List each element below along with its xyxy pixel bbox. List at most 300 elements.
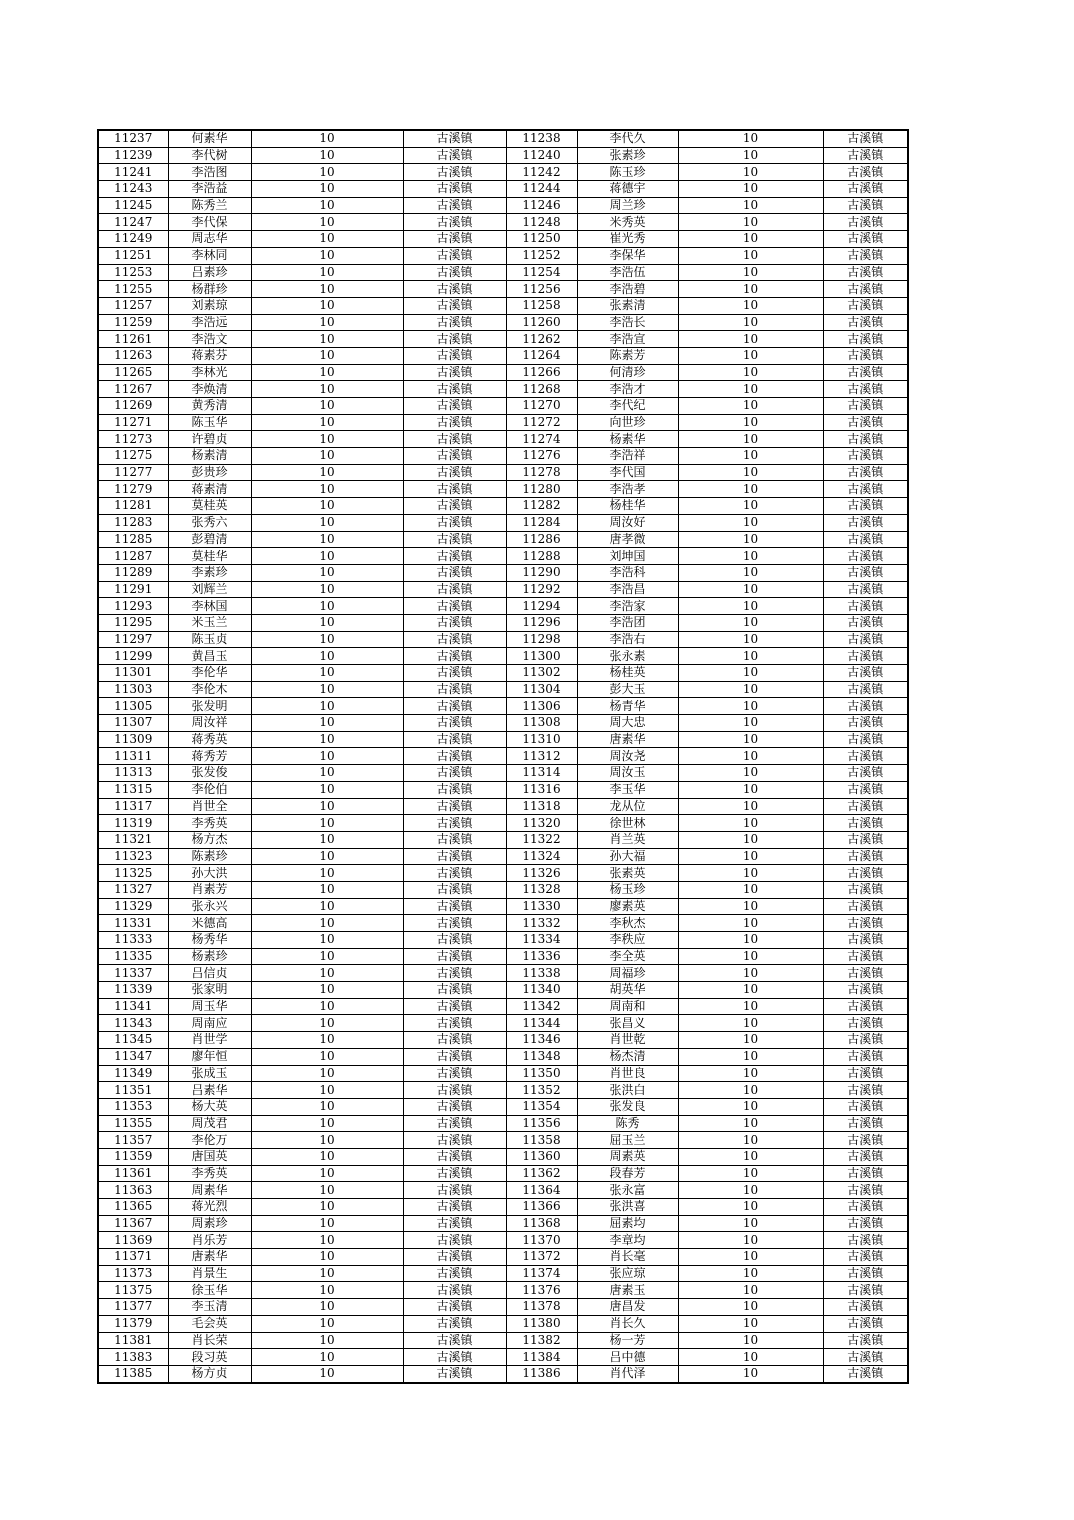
amount-cell: 10 (251, 147, 403, 164)
record-id-cell: 11350 (506, 1065, 577, 1082)
name-cell: 段习英 (168, 1349, 251, 1366)
name-cell: 肖长荣 (168, 1332, 251, 1349)
name-cell: 周素华 (168, 1182, 251, 1199)
amount-cell: 10 (251, 1182, 403, 1199)
table-row (98, 1082, 908, 1099)
town-cell: 古溪镇 (823, 531, 908, 548)
amount-cell: 10 (251, 247, 403, 264)
record-id-cell: 11287 (98, 548, 168, 565)
town-cell: 古溪镇 (403, 1215, 506, 1232)
amount-cell: 10 (678, 581, 823, 598)
town-cell: 古溪镇 (403, 1265, 506, 1282)
amount-cell: 10 (678, 314, 823, 331)
name-cell: 唐昌发 (577, 1299, 678, 1316)
record-id-cell: 11303 (98, 681, 168, 698)
name-cell: 肖代泽 (577, 1365, 678, 1382)
town-cell: 古溪镇 (403, 1132, 506, 1149)
name-cell: 杨大英 (168, 1098, 251, 1115)
amount-cell: 10 (251, 631, 403, 648)
town-cell: 古溪镇 (403, 1098, 506, 1115)
name-cell: 徐玉华 (168, 1282, 251, 1299)
amount-cell: 10 (678, 748, 823, 765)
record-id-cell: 11380 (506, 1315, 577, 1332)
name-cell: 蒋秀英 (168, 731, 251, 748)
amount-cell: 10 (251, 581, 403, 598)
town-cell: 古溪镇 (403, 1232, 506, 1249)
town-cell: 古溪镇 (823, 1232, 908, 1249)
amount-cell: 10 (251, 364, 403, 381)
name-cell: 周志华 (168, 231, 251, 248)
name-cell: 段春芳 (577, 1165, 678, 1182)
record-id-cell: 11381 (98, 1332, 168, 1349)
record-id-cell: 11305 (98, 698, 168, 715)
record-id-cell: 11338 (506, 965, 577, 982)
amount-cell: 10 (251, 1199, 403, 1216)
name-cell: 屈素均 (577, 1215, 678, 1232)
record-id-cell: 11292 (506, 581, 577, 598)
record-id-cell: 11360 (506, 1148, 577, 1165)
amount-cell: 10 (678, 1249, 823, 1266)
record-id-cell: 11269 (98, 398, 168, 415)
town-cell: 古溪镇 (403, 848, 506, 865)
town-cell: 古溪镇 (823, 498, 908, 515)
town-cell: 古溪镇 (403, 932, 506, 949)
amount-cell: 10 (251, 1082, 403, 1099)
name-cell: 李秋杰 (577, 915, 678, 932)
record-id-cell: 11324 (506, 848, 577, 865)
name-cell: 彭贵珍 (168, 464, 251, 481)
town-cell: 古溪镇 (823, 898, 908, 915)
record-id-cell: 11254 (506, 264, 577, 281)
amount-cell: 10 (678, 181, 823, 198)
town-cell: 古溪镇 (403, 297, 506, 314)
town-cell: 古溪镇 (403, 264, 506, 281)
town-cell: 古溪镇 (403, 982, 506, 999)
record-id-cell: 11314 (506, 765, 577, 782)
name-cell: 李代树 (168, 147, 251, 164)
record-id-cell: 11291 (98, 581, 168, 598)
table-row (98, 1299, 908, 1316)
record-id-cell: 11289 (98, 564, 168, 581)
name-cell: 杨杰清 (577, 1048, 678, 1065)
name-cell: 周茂君 (168, 1115, 251, 1132)
town-cell: 古溪镇 (823, 548, 908, 565)
table-row (98, 1182, 908, 1199)
name-cell: 杨方贞 (168, 1365, 251, 1382)
amount-cell: 10 (251, 398, 403, 415)
amount-cell: 10 (678, 247, 823, 264)
amount-cell: 10 (251, 297, 403, 314)
name-cell: 李代国 (577, 464, 678, 481)
town-cell: 古溪镇 (403, 464, 506, 481)
record-id-cell: 11310 (506, 731, 577, 748)
table-row (98, 481, 908, 498)
town-cell: 古溪镇 (403, 331, 506, 348)
amount-cell: 10 (251, 865, 403, 882)
amount-cell: 10 (678, 815, 823, 832)
name-cell: 唐素玉 (577, 1282, 678, 1299)
name-cell: 张素清 (577, 297, 678, 314)
amount-cell: 10 (678, 1299, 823, 1316)
town-cell: 古溪镇 (823, 564, 908, 581)
town-cell: 古溪镇 (403, 531, 506, 548)
amount-cell: 10 (678, 264, 823, 281)
record-id-cell: 11311 (98, 748, 168, 765)
name-cell: 吕素华 (168, 1082, 251, 1099)
name-cell: 杨桂华 (577, 498, 678, 515)
town-cell: 古溪镇 (403, 181, 506, 198)
amount-cell: 10 (678, 231, 823, 248)
town-cell: 古溪镇 (403, 631, 506, 648)
record-id-cell: 11332 (506, 915, 577, 932)
table-row (98, 765, 908, 782)
town-cell: 古溪镇 (403, 398, 506, 415)
table-row (98, 798, 908, 815)
amount-cell: 10 (678, 498, 823, 515)
record-id-cell: 11243 (98, 181, 168, 198)
amount-cell: 10 (678, 1349, 823, 1366)
town-cell: 古溪镇 (823, 1065, 908, 1082)
name-cell: 李浩祥 (577, 448, 678, 465)
amount-cell: 10 (678, 1015, 823, 1032)
amount-cell: 10 (678, 364, 823, 381)
amount-cell: 10 (251, 815, 403, 832)
table-row (98, 514, 908, 531)
town-cell: 古溪镇 (403, 147, 506, 164)
table-row (98, 831, 908, 848)
record-id-cell: 11247 (98, 214, 168, 231)
record-id-cell: 11282 (506, 498, 577, 515)
amount-cell: 10 (251, 765, 403, 782)
name-cell: 廖素英 (577, 898, 678, 915)
record-id-cell: 11257 (98, 297, 168, 314)
town-cell: 古溪镇 (823, 431, 908, 448)
town-cell: 古溪镇 (823, 648, 908, 665)
table-row (98, 147, 908, 164)
table-row (98, 130, 908, 147)
town-cell: 古溪镇 (823, 1315, 908, 1332)
record-id-cell: 11294 (506, 598, 577, 615)
table-row (98, 665, 908, 682)
record-id-cell: 11347 (98, 1048, 168, 1065)
town-cell: 古溪镇 (823, 1282, 908, 1299)
town-cell: 古溪镇 (823, 1098, 908, 1115)
town-cell: 古溪镇 (823, 364, 908, 381)
table-row (98, 1315, 908, 1332)
amount-cell: 10 (251, 1015, 403, 1032)
table-row (98, 1048, 908, 1065)
record-id-cell: 11286 (506, 531, 577, 548)
amount-cell: 10 (251, 164, 403, 181)
record-id-cell: 11317 (98, 798, 168, 815)
amount-cell: 10 (251, 948, 403, 965)
name-cell: 周汝玉 (577, 765, 678, 782)
amount-cell: 10 (251, 1249, 403, 1266)
name-cell: 李浩孝 (577, 481, 678, 498)
amount-cell: 10 (678, 481, 823, 498)
name-cell: 彭大玉 (577, 681, 678, 698)
record-id-cell: 11361 (98, 1165, 168, 1182)
town-cell: 古溪镇 (403, 281, 506, 298)
record-id-cell: 11372 (506, 1249, 577, 1266)
name-cell: 李浩文 (168, 331, 251, 348)
town-cell: 古溪镇 (403, 948, 506, 965)
record-id-cell: 11336 (506, 948, 577, 965)
amount-cell: 10 (678, 831, 823, 848)
table-row (98, 531, 908, 548)
name-cell: 吕中德 (577, 1349, 678, 1366)
amount-cell: 10 (678, 765, 823, 782)
name-cell: 肖乐芳 (168, 1232, 251, 1249)
town-cell: 古溪镇 (823, 881, 908, 898)
table-row (98, 698, 908, 715)
amount-cell: 10 (678, 614, 823, 631)
name-cell: 刘坤国 (577, 548, 678, 565)
town-cell: 古溪镇 (823, 1148, 908, 1165)
name-cell: 周兰珍 (577, 197, 678, 214)
amount-cell: 10 (678, 781, 823, 798)
name-cell: 许碧贞 (168, 431, 251, 448)
record-id-cell: 11262 (506, 331, 577, 348)
name-cell: 李浩碧 (577, 281, 678, 298)
amount-cell: 10 (678, 548, 823, 565)
table-row (98, 197, 908, 214)
town-cell: 古溪镇 (403, 481, 506, 498)
record-id-cell: 11334 (506, 932, 577, 949)
town-cell: 古溪镇 (403, 498, 506, 515)
table-row (98, 281, 908, 298)
amount-cell: 10 (251, 681, 403, 698)
record-id-cell: 11330 (506, 898, 577, 915)
record-id-cell: 11386 (506, 1365, 577, 1382)
table-row (98, 1265, 908, 1282)
record-id-cell: 11252 (506, 247, 577, 264)
name-cell: 周汝好 (577, 514, 678, 531)
town-cell: 古溪镇 (823, 848, 908, 865)
town-cell: 古溪镇 (403, 1065, 506, 1082)
table-row (98, 297, 908, 314)
town-cell: 古溪镇 (823, 297, 908, 314)
record-id-cell: 11316 (506, 781, 577, 798)
amount-cell: 10 (251, 1165, 403, 1182)
record-id-cell: 11383 (98, 1349, 168, 1366)
town-cell: 古溪镇 (823, 398, 908, 415)
name-cell: 李秩应 (577, 932, 678, 949)
amount-cell: 10 (251, 314, 403, 331)
name-cell: 崔光秀 (577, 231, 678, 248)
table-row (98, 898, 908, 915)
town-cell: 古溪镇 (823, 1249, 908, 1266)
town-cell: 古溪镇 (823, 231, 908, 248)
name-cell: 张成玉 (168, 1065, 251, 1082)
amount-cell: 10 (251, 331, 403, 348)
name-cell: 周素英 (577, 1148, 678, 1165)
record-id-cell: 11384 (506, 1349, 577, 1366)
town-cell: 古溪镇 (403, 1082, 506, 1099)
town-cell: 古溪镇 (823, 831, 908, 848)
town-cell: 古溪镇 (403, 1182, 506, 1199)
record-id-cell: 11358 (506, 1132, 577, 1149)
amount-cell: 10 (251, 1048, 403, 1065)
name-cell: 毛会英 (168, 1315, 251, 1332)
name-cell: 李代纪 (577, 398, 678, 415)
amount-cell: 10 (251, 698, 403, 715)
town-cell: 古溪镇 (823, 1048, 908, 1065)
table-row (98, 648, 908, 665)
record-id-cell: 11284 (506, 514, 577, 531)
record-id-cell: 11278 (506, 464, 577, 481)
town-cell: 古溪镇 (403, 715, 506, 732)
record-id-cell: 11267 (98, 381, 168, 398)
name-cell: 张发良 (577, 1098, 678, 1115)
name-cell: 张永素 (577, 648, 678, 665)
record-id-cell: 11248 (506, 214, 577, 231)
record-id-cell: 11299 (98, 648, 168, 665)
town-cell: 古溪镇 (823, 865, 908, 882)
name-cell: 李代保 (168, 214, 251, 231)
record-id-cell: 11268 (506, 381, 577, 398)
amount-cell: 10 (251, 381, 403, 398)
record-id-cell: 11272 (506, 414, 577, 431)
amount-cell: 10 (678, 398, 823, 415)
record-id-cell: 11365 (98, 1199, 168, 1216)
town-cell: 古溪镇 (823, 798, 908, 815)
town-cell: 古溪镇 (403, 381, 506, 398)
town-cell: 古溪镇 (823, 1215, 908, 1232)
record-id-cell: 11325 (98, 865, 168, 882)
table-row (98, 965, 908, 982)
name-cell: 杨素珍 (168, 948, 251, 965)
amount-cell: 10 (251, 481, 403, 498)
town-cell: 古溪镇 (823, 765, 908, 782)
name-cell: 杨素清 (168, 448, 251, 465)
name-cell: 周大忠 (577, 715, 678, 732)
name-cell: 陈玉贞 (168, 631, 251, 648)
town-cell: 古溪镇 (823, 715, 908, 732)
name-cell: 陈玉华 (168, 414, 251, 431)
record-id-cell: 11274 (506, 431, 577, 448)
town-cell: 古溪镇 (823, 1365, 908, 1382)
name-cell: 肖景生 (168, 1265, 251, 1282)
name-cell: 李伦华 (168, 665, 251, 682)
record-id-cell: 11343 (98, 1015, 168, 1032)
table-row (98, 448, 908, 465)
record-id-cell: 11376 (506, 1282, 577, 1299)
town-cell: 古溪镇 (403, 1115, 506, 1132)
name-cell: 刘辉兰 (168, 581, 251, 598)
record-id-cell: 11258 (506, 297, 577, 314)
amount-cell: 10 (678, 965, 823, 982)
amount-cell: 10 (251, 498, 403, 515)
table-row (98, 331, 908, 348)
name-cell: 李秀英 (168, 1165, 251, 1182)
name-cell: 张昌义 (577, 1015, 678, 1032)
amount-cell: 10 (678, 865, 823, 882)
table-row (98, 748, 908, 765)
record-id-cell: 11344 (506, 1015, 577, 1032)
amount-cell: 10 (678, 898, 823, 915)
town-cell: 古溪镇 (823, 932, 908, 949)
town-cell: 古溪镇 (403, 514, 506, 531)
town-cell: 古溪镇 (403, 731, 506, 748)
record-id-cell: 11364 (506, 1182, 577, 1199)
record-id-cell: 11312 (506, 748, 577, 765)
amount-cell: 10 (678, 1182, 823, 1199)
amount-cell: 10 (678, 948, 823, 965)
town-cell: 古溪镇 (403, 1282, 506, 1299)
town-cell: 古溪镇 (403, 1315, 506, 1332)
amount-cell: 10 (678, 932, 823, 949)
amount-cell: 10 (251, 181, 403, 198)
record-id-cell: 11320 (506, 815, 577, 832)
town-cell: 古溪镇 (403, 231, 506, 248)
amount-cell: 10 (251, 1282, 403, 1299)
name-cell: 张发明 (168, 698, 251, 715)
record-id-cell: 11306 (506, 698, 577, 715)
amount-cell: 10 (678, 598, 823, 615)
name-cell: 彭碧清 (168, 531, 251, 548)
table-row (98, 1098, 908, 1115)
name-cell: 蒋素清 (168, 481, 251, 498)
town-cell: 古溪镇 (823, 181, 908, 198)
name-cell: 张永富 (577, 1182, 678, 1199)
amount-cell: 10 (678, 1132, 823, 1149)
name-cell: 黄昌玉 (168, 648, 251, 665)
town-cell: 古溪镇 (823, 1265, 908, 1282)
name-cell: 李玉华 (577, 781, 678, 798)
amount-cell: 10 (251, 731, 403, 748)
record-id-cell: 11368 (506, 1215, 577, 1232)
amount-cell: 10 (678, 681, 823, 698)
name-cell: 周汝祥 (168, 715, 251, 732)
town-cell: 古溪镇 (403, 865, 506, 882)
record-id-cell: 11309 (98, 731, 168, 748)
amount-cell: 10 (678, 881, 823, 898)
town-cell: 古溪镇 (823, 681, 908, 698)
name-cell: 徐世林 (577, 815, 678, 832)
record-id-cell: 11246 (506, 197, 577, 214)
name-cell: 何清珍 (577, 364, 678, 381)
table-row (98, 1232, 908, 1249)
name-cell: 李玉清 (168, 1299, 251, 1316)
town-cell: 古溪镇 (403, 581, 506, 598)
record-id-cell: 11238 (506, 130, 577, 147)
amount-cell: 10 (251, 414, 403, 431)
town-cell: 古溪镇 (403, 197, 506, 214)
town-cell: 古溪镇 (823, 1349, 908, 1366)
town-cell: 古溪镇 (403, 614, 506, 631)
name-cell: 孙大洪 (168, 865, 251, 882)
table-row (98, 715, 908, 732)
record-id-cell: 11374 (506, 1265, 577, 1282)
town-cell: 古溪镇 (403, 815, 506, 832)
name-cell: 李素珍 (168, 564, 251, 581)
amount-cell: 10 (251, 715, 403, 732)
name-cell: 蒋秀芳 (168, 748, 251, 765)
town-cell: 古溪镇 (403, 1148, 506, 1165)
town-cell: 古溪镇 (403, 1349, 506, 1366)
name-cell: 何素华 (168, 130, 251, 147)
amount-cell: 10 (251, 665, 403, 682)
table-row (98, 1032, 908, 1049)
name-cell: 李浩右 (577, 631, 678, 648)
amount-cell: 10 (251, 1349, 403, 1366)
name-cell: 张素英 (577, 865, 678, 882)
town-cell: 古溪镇 (403, 998, 506, 1015)
record-id-cell: 11351 (98, 1082, 168, 1099)
name-cell: 李浩团 (577, 614, 678, 631)
record-id-cell: 11359 (98, 1148, 168, 1165)
